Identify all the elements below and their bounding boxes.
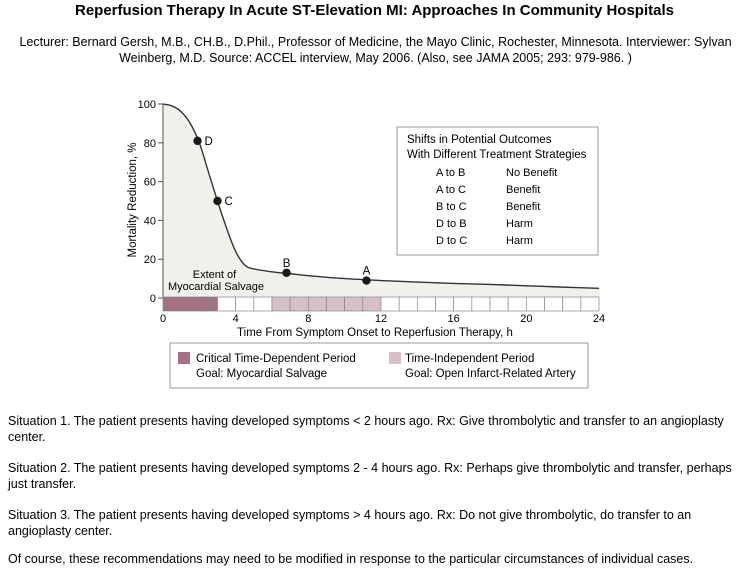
y-tick-label: 60 bbox=[143, 176, 156, 189]
point-label-d: D bbox=[204, 135, 213, 148]
x-tick-label: 20 bbox=[520, 313, 533, 325]
y-tick-label: 40 bbox=[143, 215, 156, 228]
byline: Lecturer: Bernard Gersh, M.B., CH.B., D.Phil., Professor of Medicine, the Mayo Clinic, Rochester, Minnesota. Interviewer: Sylvan Weinberg, M.D. Source: ACCEL interview, May 2006. (Also, see JAMA 2005; 293: 979-986. ) bbox=[19, 35, 732, 65]
period-bar-cell bbox=[381, 297, 399, 311]
y-tick-label: 20 bbox=[143, 254, 156, 267]
x-tick-label: 16 bbox=[447, 313, 460, 325]
page-title: Reperfusion Therapy In Acute ST-Elevation MI: Approaches In Community Hospitals bbox=[75, 2, 674, 19]
inset-shift: A to C bbox=[436, 184, 466, 196]
x-tick-label: 0 bbox=[159, 313, 167, 325]
data-point-a bbox=[362, 276, 370, 284]
situation-2-text: Situation 2. The patient presents having developed symptoms 2 - 4 hours ago. Rx: Perhaps give thrombolytic and transfer, perhaps just transfer. bbox=[8, 461, 732, 491]
period-bar-cell bbox=[417, 297, 435, 311]
legend-critical-line2: Goal: Myocardial Salvage bbox=[196, 368, 328, 380]
period-bar-cell bbox=[454, 297, 472, 311]
period-bar-cell bbox=[545, 297, 563, 311]
data-point-b bbox=[282, 269, 290, 277]
x-tick-label: 4 bbox=[232, 313, 239, 325]
legend-swatch-independent bbox=[389, 352, 401, 364]
x-tick-label: 8 bbox=[305, 313, 312, 325]
period-bar-cell bbox=[508, 297, 526, 311]
outcome-shifts-inset bbox=[397, 127, 598, 255]
inset-shift: D to B bbox=[436, 218, 467, 230]
point-label-c: C bbox=[224, 196, 233, 208]
inset-shift: D to C bbox=[436, 235, 468, 247]
inset-outcome: Harm bbox=[506, 235, 533, 247]
period-bar-cell bbox=[563, 297, 581, 311]
period-bar-cell bbox=[526, 297, 544, 311]
period-bar-cell bbox=[163, 297, 181, 311]
x-axis-label: Time From Symptom Onset to Reperfusion Therapy, h bbox=[237, 327, 513, 339]
salvage-annotation: Extent of Myocardial Salvage bbox=[168, 269, 264, 293]
y-tick-label: 100 bbox=[137, 99, 156, 111]
period-bar-cell bbox=[199, 297, 208, 311]
legend-critical-line1: Critical Time-Dependent Period bbox=[196, 353, 356, 365]
period-bar-cell bbox=[218, 297, 236, 311]
inset-outcome: Benefit bbox=[506, 184, 541, 196]
period-bar-cell bbox=[436, 297, 454, 311]
point-label-b: B bbox=[282, 257, 291, 270]
y-tick-label: 80 bbox=[143, 137, 156, 150]
period-bar-cell bbox=[272, 297, 290, 311]
data-point-d bbox=[193, 137, 201, 145]
period-bar-cell bbox=[290, 297, 308, 311]
inset-shift: A to B bbox=[436, 167, 466, 179]
x-tick-label: 12 bbox=[374, 313, 388, 325]
period-bar-cell bbox=[327, 297, 345, 311]
period-bar-cell bbox=[399, 297, 417, 311]
period-bar-cell bbox=[181, 297, 199, 311]
period-bar-cell bbox=[236, 297, 254, 311]
legend-swatch-critical bbox=[178, 352, 190, 364]
period-bar-cell bbox=[345, 297, 363, 311]
data-point-c bbox=[213, 197, 221, 205]
closing-note: Of course, these recommendations may need to be modified in response to the particular circumstances of individual cases. bbox=[8, 552, 694, 566]
y-tick-label: 0 bbox=[149, 293, 156, 305]
inset-title-line1: Shifts in Potential Outcomes bbox=[407, 134, 552, 146]
legend-independent-line1: Time-Independent Period bbox=[405, 353, 535, 365]
x-tick-label: 24 bbox=[592, 313, 606, 325]
situation-3-text: Situation 3. The patient presents having developed symptoms > 4 hours ago. Rx: Do not give thrombolytic, do transfer to an angioplasty center. bbox=[8, 508, 692, 538]
y-axis-label: Mortality Reduction, % bbox=[127, 142, 139, 258]
inset-shift: B to C bbox=[436, 201, 467, 213]
period-bar-cell bbox=[581, 297, 599, 311]
inset-outcome: Benefit bbox=[506, 201, 541, 213]
legend-independent-line2: Goal: Open Infarct-Related Artery bbox=[405, 368, 576, 380]
point-label-a: A bbox=[362, 265, 371, 278]
period-bar-cell bbox=[363, 297, 381, 311]
inset-title-line2: With Different Treatment Strategies bbox=[407, 149, 587, 161]
period-bar-cell bbox=[472, 297, 490, 311]
situation-1-text: Situation 1. The patient presents having developed symptoms < 2 hours ago. Rx: Give thrombolytic and transfer to an angioplasty center. bbox=[8, 414, 724, 444]
inset-outcome: Harm bbox=[506, 218, 533, 230]
period-legend bbox=[170, 343, 588, 388]
inset-outcome: No Benefit bbox=[506, 167, 558, 179]
period-bar-cell bbox=[308, 297, 326, 311]
period-bar-cell bbox=[490, 297, 508, 311]
period-bar-cell bbox=[254, 297, 272, 311]
